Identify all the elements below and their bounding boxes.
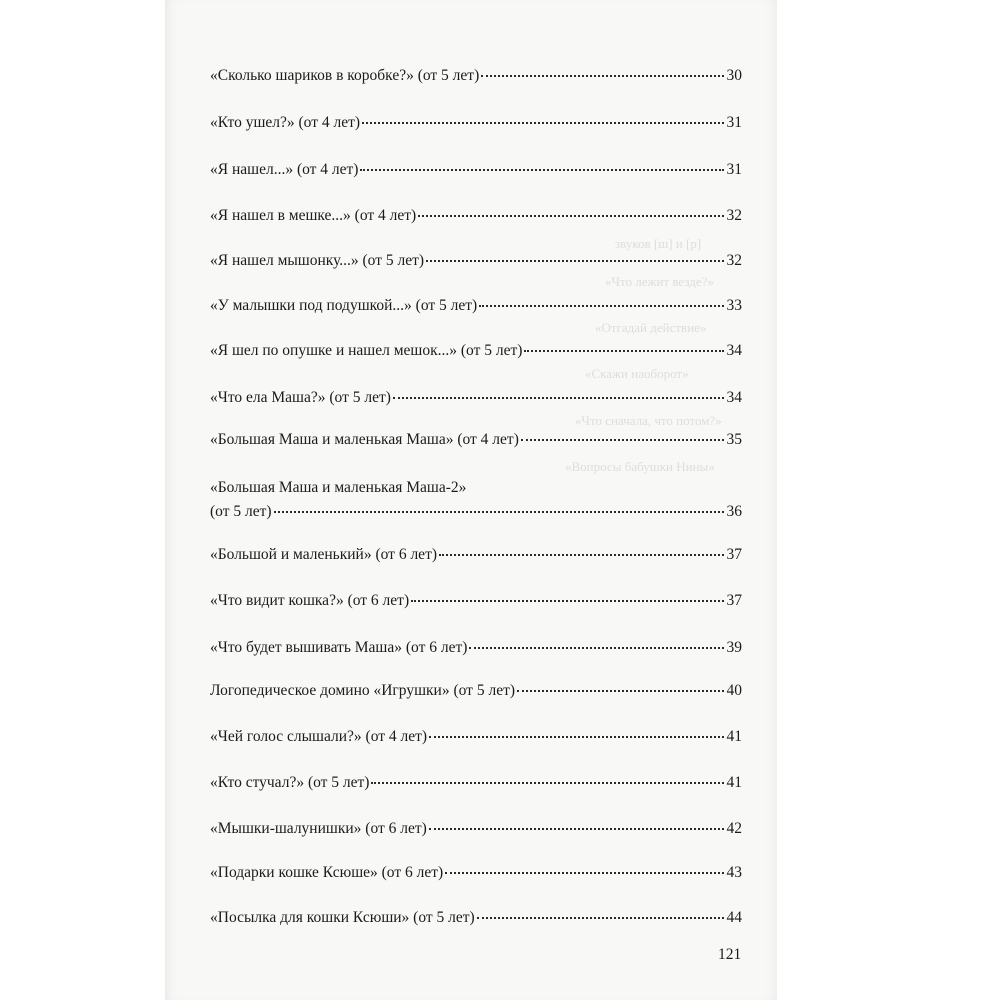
toc-entry-page: 32: [726, 252, 742, 269]
toc-entry-page: 44: [726, 909, 742, 926]
toc-entry-page: 35: [726, 431, 742, 448]
toc-entry-title-line1: «Большая Маша и маленькая Маша-2»: [210, 479, 467, 496]
toc-entry-page: 41: [726, 774, 742, 791]
dot-leader: [429, 736, 723, 738]
toc-entry-page: 40: [726, 682, 742, 699]
toc-entry-page: 36: [726, 503, 742, 520]
toc-entry-page: 39: [726, 639, 742, 656]
dot-leader: [371, 782, 723, 784]
toc-entry-page: 30: [726, 67, 742, 84]
toc-entry-title: «Кто стучал?» (от 5 лет): [210, 774, 370, 791]
bleed-through-text: «Вопросы бабушки Нины»: [565, 459, 715, 474]
toc-entry[interactable]: [210, 591, 742, 611]
toc-entry-page: 41: [726, 728, 742, 745]
toc-entry-title-line2: (от 5 лет): [210, 503, 272, 520]
dot-leader: [393, 397, 724, 399]
dot-leader: [429, 828, 724, 830]
dot-leader: [481, 75, 723, 77]
toc-entry-page: 33: [726, 297, 742, 314]
toc-entry[interactable]: [210, 545, 742, 565]
toc-entry[interactable]: [210, 388, 742, 408]
bleed-through-text: «Отгадай действие»: [595, 320, 707, 335]
toc-entry-page: 34: [726, 389, 742, 406]
toc-entry[interactable]: [210, 113, 742, 133]
toc-entry-title: «Кто ушел?» (от 4 лет): [210, 114, 361, 131]
dot-leader: [360, 169, 723, 171]
toc-entry-title: «Я нашел...» (от 4 лет): [210, 161, 359, 178]
toc-entry-title: «Большая Маша и маленькая Маша» (от 4 лет): [210, 431, 519, 448]
toc-entry-page: 42: [726, 820, 742, 837]
toc-entry-page: 43: [726, 864, 742, 881]
toc-entry[interactable]: [210, 206, 742, 226]
toc-entry[interactable]: [210, 478, 742, 522]
dot-leader: [521, 439, 724, 441]
toc-entry-title: «У малышки под подушкой...» (от 5 лет): [210, 297, 478, 314]
page-number: 121: [718, 946, 742, 963]
dot-leader: [524, 350, 723, 352]
toc-entry-title: «Я нашел мышонку...» (от 5 лет): [210, 252, 425, 269]
toc-entry-page: 31: [726, 161, 742, 178]
toc-entry[interactable]: [210, 296, 742, 316]
dot-leader: [439, 554, 724, 556]
dot-leader: [517, 690, 723, 692]
toc-entry-title: «Что видит кошка?» (от 6 лет): [210, 592, 410, 609]
toc-entry[interactable]: [210, 430, 742, 450]
dot-leader: [469, 647, 723, 649]
dot-leader: [445, 872, 723, 874]
dot-leader: [426, 260, 723, 262]
toc-entry-title: «Большой и маленький» (от 6 лет): [210, 546, 437, 563]
toc-entry-page: 31: [726, 114, 742, 131]
toc-entry-title: «Я нашел в мешке...» (от 4 лет): [210, 207, 417, 224]
bleed-through-text: «Что сначала, что потом?»: [575, 413, 722, 428]
toc-entry-page: 32: [726, 207, 742, 224]
bleed-through-text: звуков [ш] и [р]: [615, 236, 702, 251]
toc-entry-page: 37: [726, 592, 742, 609]
toc-entry[interactable]: [210, 251, 742, 271]
toc-entry[interactable]: [210, 341, 742, 361]
dot-leader: [477, 917, 724, 919]
toc-entry-page: 34: [726, 342, 742, 359]
bleed-through-text: «Скажи наоборот»: [585, 366, 689, 381]
dot-leader: [274, 511, 724, 513]
toc-entry[interactable]: [210, 681, 742, 701]
toc-entry-title: «Что будет вышивать Маша» (от 6 лет): [210, 639, 468, 656]
toc-entry[interactable]: [210, 727, 742, 747]
toc-entry-title: «Что ела Маша?» (от 5 лет): [210, 389, 391, 406]
toc-entry[interactable]: [210, 773, 742, 793]
toc-entry-title: «Подарки кошке Ксюше» (от 6 лет): [210, 864, 444, 881]
toc-entry[interactable]: [210, 638, 742, 658]
toc-entry-title: Логопедическое домино «Игрушки» (от 5 лет): [210, 682, 516, 699]
dot-leader: [362, 122, 723, 124]
toc-entry[interactable]: [210, 863, 742, 883]
toc-entry[interactable]: [210, 66, 742, 86]
dot-leader: [411, 600, 723, 602]
toc-entry-title: «Мышки-шалунишки» (от 6 лет): [210, 820, 427, 837]
toc-entry[interactable]: [210, 819, 742, 839]
toc-entry-title: «Посылка для кошки Ксюши» (от 5 лет): [210, 909, 475, 926]
toc-entry-page: 37: [726, 546, 742, 563]
toc-entry[interactable]: [210, 160, 742, 180]
toc-entry-title: «Сколько шариков в коробке?» (от 5 лет): [210, 67, 480, 84]
dot-leader: [479, 305, 723, 307]
toc-entry-title: «Чей голос слышали?» (от 4 лет): [210, 728, 428, 745]
toc-entry-title: «Я шел по опушке и нашел мешок...» (от 5 лет): [210, 342, 523, 359]
book-page: [165, 0, 777, 1000]
bleed-through-text: «Что лежит везде?»: [605, 274, 714, 289]
toc-entry[interactable]: [210, 908, 742, 928]
dot-leader: [418, 215, 723, 217]
